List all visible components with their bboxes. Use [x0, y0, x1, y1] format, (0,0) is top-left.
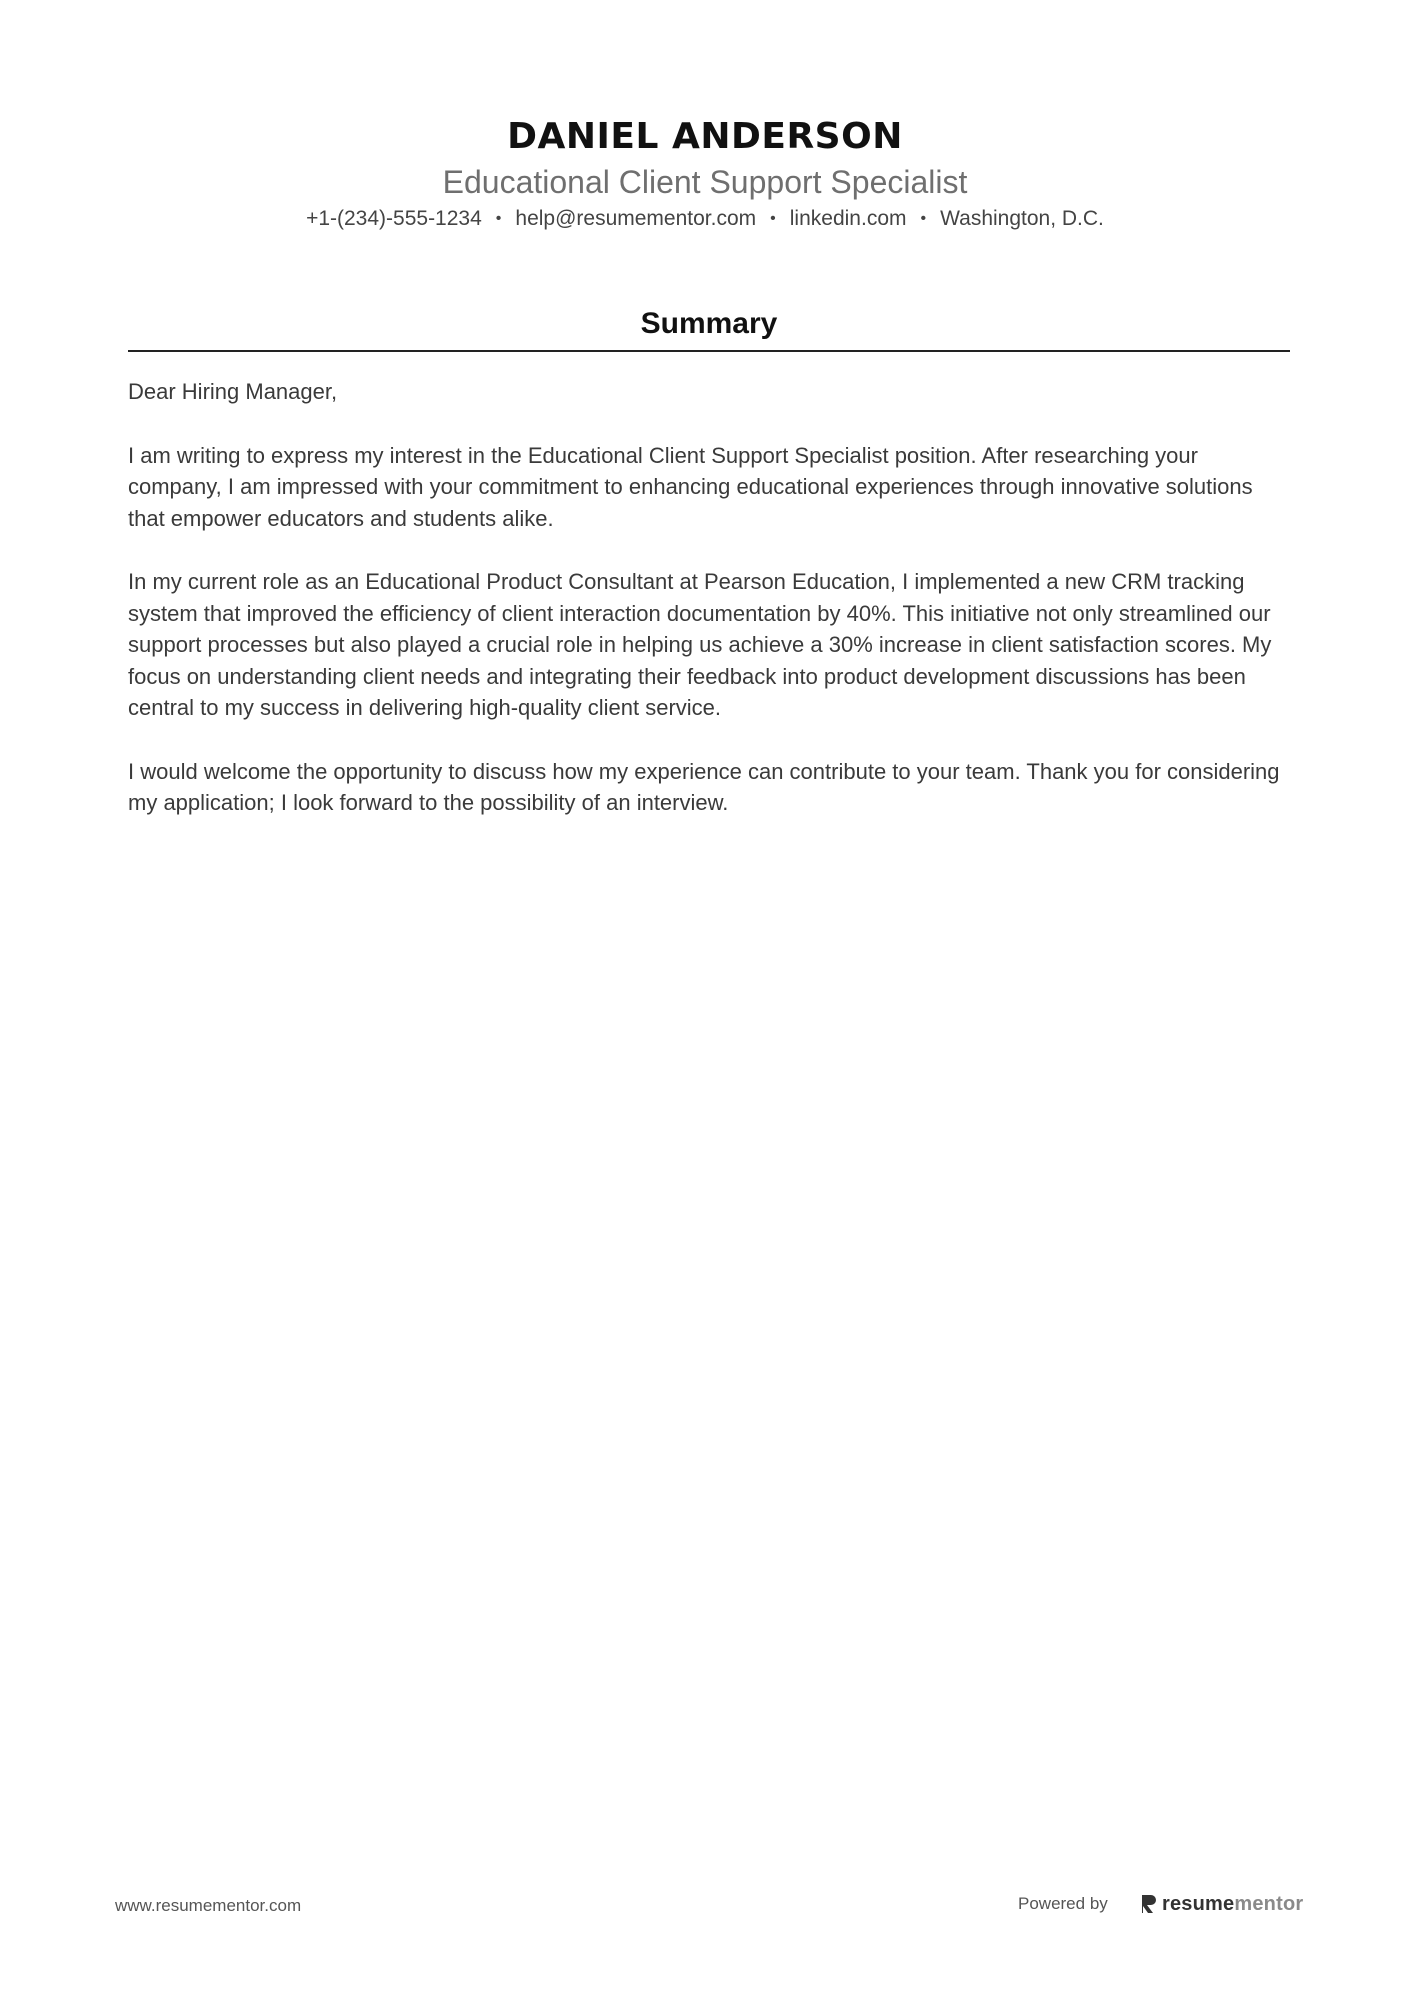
resume-header	[0, 112, 1410, 234]
logo-text-resume: resume	[1162, 1892, 1235, 1915]
job-title: Educational Client Support Specialist	[442, 164, 968, 200]
contact-line	[0, 204, 1410, 234]
contact-linkedin: linkedin.com	[789, 207, 907, 230]
letter-paragraph: I am writing to express my interest in the Educational Client Support Specialist position. After researching your company, I am impressed with your commitment to enhancing educational experiences through innovative solutions that empower educators and students alike.	[128, 442, 1253, 531]
contact-separator: •	[920, 210, 927, 227]
contact-separator: •	[770, 210, 776, 227]
letter-paragraph: In my current role as an Educational Product Consultant at Pearson Education, I implemented a new CRM tracking system that improved the efficiency of client interaction documentation by 40%. This initiative not only streamlined our support processes but also played a crucial role in helping us achieve a 30% increase in client satisfaction scores. My focus on understanding client needs and integrating their feedback into product development discussions has been central to my success in delivering high-quality client service.	[128, 569, 1272, 720]
cover-letter-body	[128, 376, 1290, 819]
logo-text-mentor: mentor	[1234, 1892, 1304, 1915]
section-title: Summary	[128, 300, 1290, 352]
powered-by-label: Powered by	[1018, 1894, 1108, 1913]
contact-location: Washington, D.C.	[940, 207, 1104, 230]
page-footer	[0, 1890, 1410, 1930]
summary-section	[128, 300, 1290, 851]
letter-paragraph: I would welcome the opportunity to discuss how my experience can contribute to your team. Thank you for considering my application; I look forward to the possibility of an interview.	[128, 758, 1280, 815]
contact-phone: +1-(234)-555-1234	[306, 207, 482, 230]
resumementor-logo-icon	[1140, 1893, 1158, 1915]
letter-greeting: Dear Hiring Manager,	[128, 379, 338, 404]
contact-separator: •	[495, 210, 502, 227]
resumementor-logo	[1140, 1890, 1303, 1918]
contact-email: help@resumementor.com	[515, 207, 757, 230]
candidate-name: DANIEL ANDERSON	[507, 116, 903, 157]
footer-url: www.resumementor.com	[115, 1896, 302, 1915]
